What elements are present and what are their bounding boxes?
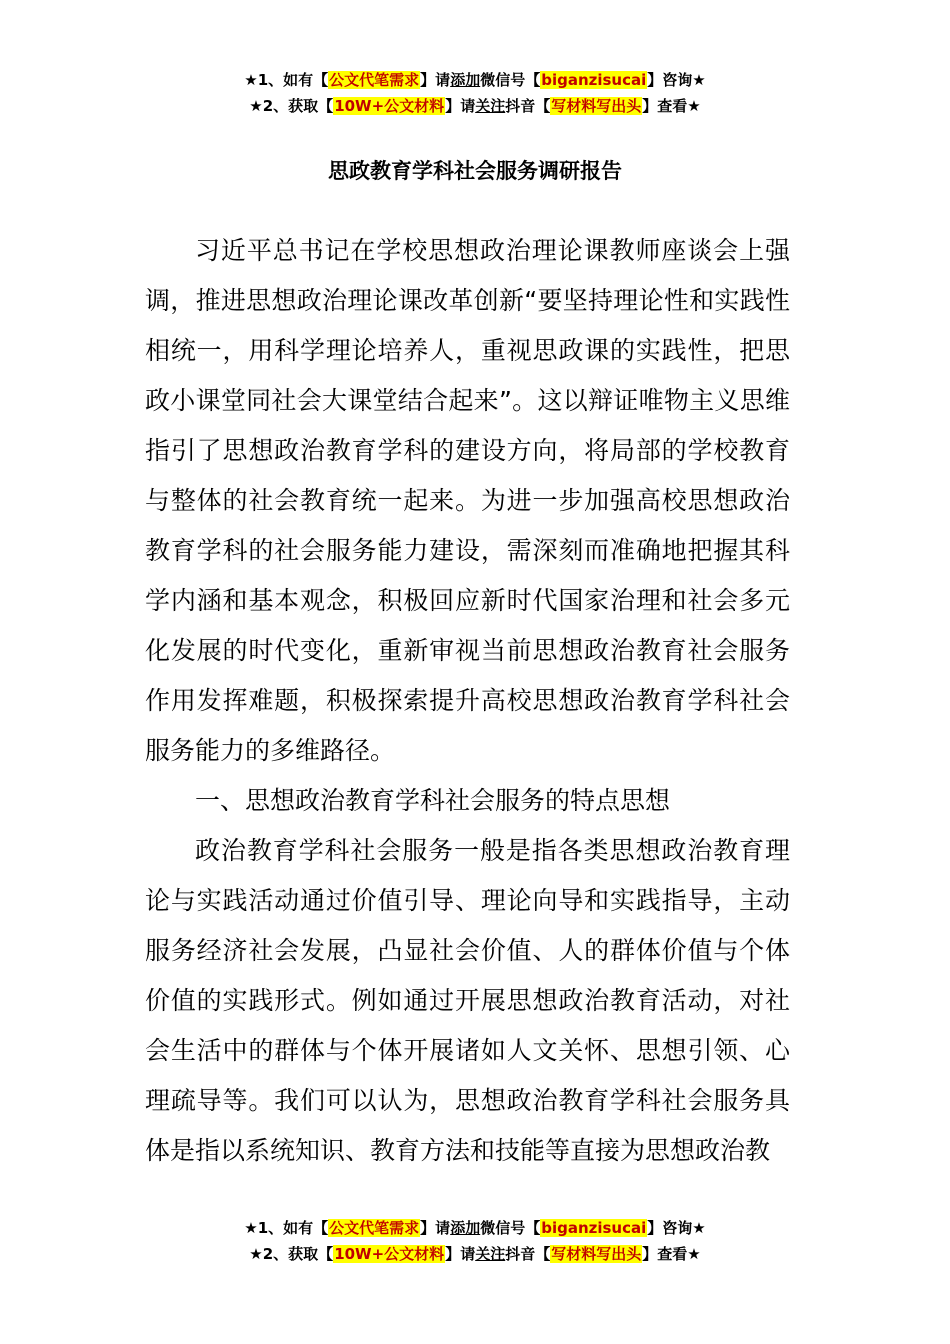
banner-text: 】查看★ [642,97,701,115]
document-body [145,226,790,1176]
banner-text: 】请 [445,1245,476,1263]
underlined-follow: 关注 [475,97,506,115]
banner-text: ★2、获取【 [249,97,334,115]
banner-text: 微信号【 [480,71,541,89]
banner-line-1 [0,1215,950,1241]
underlined-add: 添加 [450,71,481,89]
underlined-follow: 关注 [475,1245,506,1263]
highlight-wechat-id: biganzisucai [541,1219,647,1237]
banner-text: 】咨询★ [647,1219,706,1237]
highlight-writing-service: 公文代笔需求 [329,1219,420,1237]
banner-text: ★1、如有【 [244,71,329,89]
banner-text: 微信号【 [480,1219,541,1237]
highlight-douyin-account: 写材料写出头 [551,1245,642,1263]
header-banner [0,67,950,119]
highlight-douyin-account: 写材料写出头 [551,97,642,115]
footer-banner [0,1215,950,1267]
banner-text: 】请 [445,97,476,115]
banner-text: ★2、获取【 [249,1245,334,1263]
banner-text: 】咨询★ [647,71,706,89]
highlight-writing-service: 公文代笔需求 [329,71,420,89]
banner-text: 】请 [420,1219,451,1237]
banner-text: 抖音【 [505,97,551,115]
section-heading-1: 一、思想政治教育学科社会服务的特点思想 [195,786,671,815]
banner-text: 抖音【 [505,1245,551,1263]
banner-text: ★1、如有【 [244,1219,329,1237]
banner-text: 】查看★ [642,1245,701,1263]
highlight-wechat-id: biganzisucai [541,71,647,89]
banner-text: 】请 [420,71,451,89]
underlined-add: 添加 [450,1219,481,1237]
highlight-materials: 10W+公文材料 [334,97,445,115]
paragraph-section-1: 政治教育学科社会服务一般是指各类思想政治教育理论与实践活动通过价值引导、理论向导和实践指导，主动服务经济社会发展，凸显社会价值、人的群体价值与个体价值的实践形式。例如通过开展思想政治教育活动，对社会生活中的群体与个体开展诸如人文关怀、思想引领、心理疏导等。我们可以认为，思想政治教育学科社会服务具体是指以系统知识、教育方法和技能等直接为思想政治教 [145,836,790,1165]
banner-line-2 [0,93,950,119]
banner-line-2 [0,1241,950,1267]
paragraph-intro: 习近平总书记在学校思想政治理论课教师座谈会上强调，推进思想政治理论课改革创新“要坚持理论性和实践性相统一，用科学理论培养人，重视思政课的实践性，把思政小课堂同社会大课堂结合起来”。这以辩证唯物主义思维指引了思想政治教育学科的建设方向，将局部的学校教育与整体的社会教育统一起来。为进一步加强高校思想政治教育学科的社会服务能力建设，需深刻而准确地把握其科学内涵和基本观念，积极回应新时代国家治理和社会多元化发展的时代变化，重新审视当前思想政治教育社会服务作用发挥难题，积极探索提升高校思想政治教育学科社会服务能力的多维路径。 [145,236,790,765]
banner-line-1 [0,67,950,93]
highlight-materials: 10W+公文材料 [334,1245,445,1263]
document-title: 思政教育学科社会服务调研报告 [328,159,622,183]
